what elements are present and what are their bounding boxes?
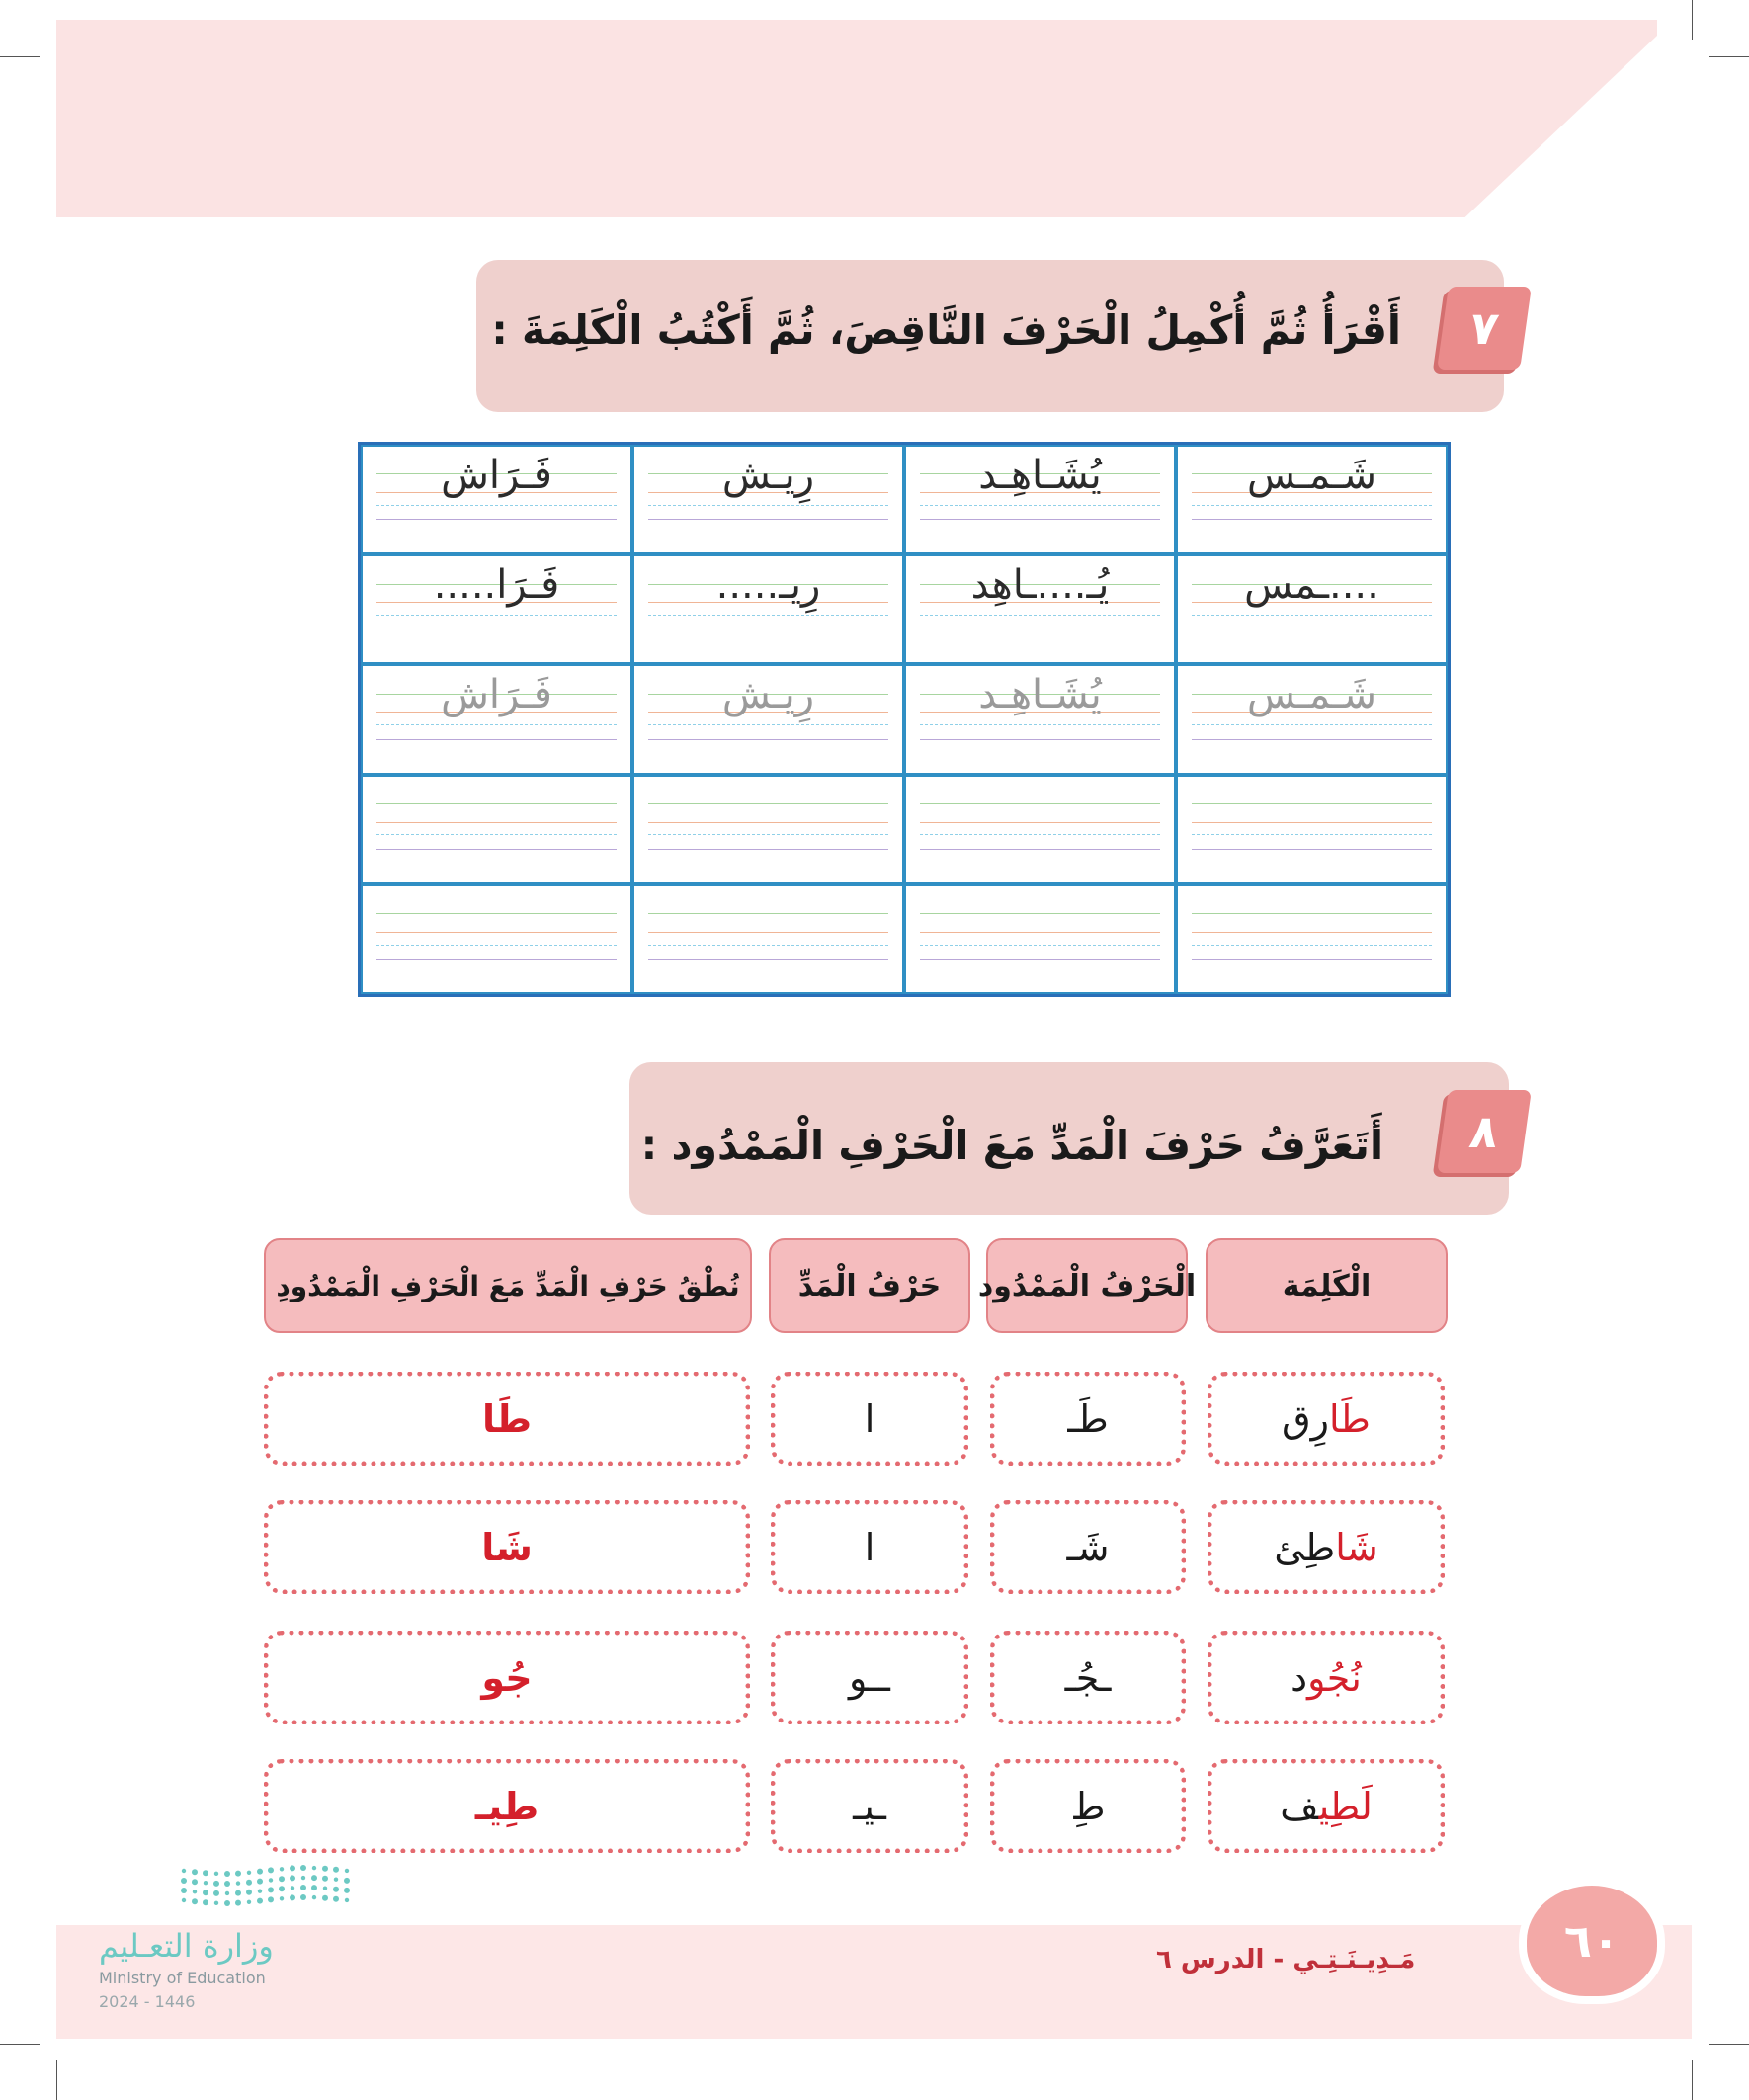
word-text (1274, 1526, 1377, 1569)
word-text (1291, 1656, 1362, 1700)
logo-dot (257, 1898, 263, 1904)
logo-dot (246, 1890, 252, 1895)
madd-letter: ـيـ (853, 1784, 886, 1828)
logo-dot (280, 1867, 284, 1871)
logo-dot (225, 1891, 229, 1895)
logo-dot (182, 1869, 186, 1873)
grid-word: رِيـش (721, 453, 815, 498)
logo-dot (257, 1879, 263, 1885)
extended-letter-cell (990, 1372, 1186, 1466)
word-rest: د (1291, 1655, 1308, 1700)
crop-mark (1692, 2060, 1693, 2100)
madd-letter: ــو (849, 1655, 890, 1700)
grid-cell[interactable] (361, 554, 632, 664)
logo-dot (345, 1869, 349, 1873)
grid-cell[interactable] (904, 554, 1176, 664)
logo-dot (214, 1872, 218, 1876)
extended-letter-cell (990, 1631, 1186, 1724)
crop-mark (0, 56, 40, 57)
logo-dot (235, 1890, 241, 1896)
crop-mark (1692, 0, 1693, 40)
extended-letter-cell (990, 1759, 1186, 1853)
word-rest: ف (1280, 1784, 1319, 1828)
grid-cell[interactable] (632, 884, 904, 994)
grid-cell[interactable] (904, 664, 1176, 774)
madd-letter: ا (864, 1396, 875, 1441)
logo-dot (213, 1881, 219, 1887)
logo-dot (192, 1879, 198, 1885)
writing-grid (358, 442, 1451, 997)
grid-cell[interactable] (1176, 554, 1448, 664)
grid-cell[interactable] (632, 664, 904, 774)
pronunciation-cell (264, 1631, 750, 1724)
logo-dot (345, 1898, 349, 1902)
logo-dot (344, 1878, 350, 1884)
logo-dot (224, 1871, 230, 1877)
madd-letter-cell (771, 1759, 968, 1853)
logo-dot (300, 1885, 306, 1890)
logo-dot (235, 1900, 241, 1906)
logo-dot (334, 1877, 338, 1881)
logo-dot (192, 1898, 198, 1904)
logo-dot (214, 1901, 218, 1905)
logo-dot (279, 1876, 285, 1882)
grid-cell[interactable] (361, 775, 632, 884)
logo-dot (300, 1894, 306, 1900)
madd-letter-cell (771, 1372, 968, 1466)
ministry-logo-arabic: وزارة التعـليم (99, 1927, 274, 1965)
word-text (1282, 1397, 1371, 1441)
logo-dot (280, 1896, 284, 1900)
grid-cell[interactable] (632, 775, 904, 884)
ministry-logo-icon (178, 1863, 356, 1910)
logo-dot (224, 1900, 230, 1906)
grid-word: فَـرَاش (441, 672, 552, 718)
madd-letter-cell (771, 1631, 968, 1724)
grid-cell[interactable] (632, 445, 904, 554)
logo-dot (301, 1876, 305, 1880)
pronunciation: جُو (481, 1655, 533, 1700)
logo-dot (268, 1887, 274, 1892)
grid-cell[interactable] (361, 445, 632, 554)
header-pronunciation: نُطْقُ حَرْفِ الْمَدِّ مَعَ الْحَرْفِ الْمَمْدُودِ (264, 1238, 752, 1333)
grid-cell[interactable] (904, 884, 1176, 994)
logo-dot (213, 1890, 219, 1896)
header-word: الْكَلِمَة (1206, 1238, 1448, 1333)
word-rest: طِئ (1274, 1525, 1336, 1569)
grid-word: يُشَـاهِـد (978, 672, 1102, 718)
logo-dot (247, 1871, 251, 1875)
word-highlight: نُجُو (1307, 1655, 1362, 1700)
grid-cell[interactable] (1176, 884, 1448, 994)
ministry-logo-year: 2024 - 1446 (99, 1992, 196, 2011)
extended-letter: شَـ (1066, 1525, 1110, 1569)
grid-cell[interactable] (904, 775, 1176, 884)
exercise-7-title: أَقْرَأُ ثُمَّ أُكْمِلُ الْحَرْفَ النَّاقِصَ، ثُمَّ أَكْتُبُ الْكَلِمَةَ : (491, 306, 1401, 354)
logo-dot (322, 1876, 328, 1882)
logo-dot (312, 1895, 316, 1899)
logo-dot (236, 1881, 240, 1885)
crop-mark (0, 2044, 40, 2045)
grid-word: شَـمـس (1246, 453, 1377, 498)
logo-dot (290, 1894, 295, 1900)
grid-cell[interactable] (361, 884, 632, 994)
logo-dot (247, 1900, 251, 1904)
logo-dot (204, 1881, 208, 1885)
crop-mark (1709, 56, 1749, 57)
word-cell (1208, 1759, 1445, 1853)
logo-dot (268, 1896, 274, 1902)
crop-mark (56, 2060, 57, 2100)
logo-dot (290, 1875, 295, 1881)
logo-dot (300, 1865, 306, 1871)
grid-word: يُـ....ـاهِد (970, 562, 1110, 609)
grid-cell[interactable] (1176, 445, 1448, 554)
word-highlight: شَا (1335, 1525, 1378, 1569)
word-cell (1208, 1500, 1445, 1594)
exercise-8-title: أَتَعَرَّفُ حَرْفَ الْمَدِّ مَعَ الْحَرْفِ الْمَمْدُود : (640, 1122, 1383, 1169)
logo-dot (224, 1881, 230, 1887)
extended-letter: طِ (1070, 1784, 1106, 1828)
word-highlight: طَا (1329, 1396, 1371, 1441)
lesson-label: مَـدِيـنَـتِـي - الدرس ٦ (1156, 1945, 1416, 1974)
logo-dot (192, 1869, 198, 1875)
logo-dot (181, 1888, 187, 1893)
logo-dot (193, 1890, 197, 1893)
extended-letter: ـجُـ (1064, 1655, 1112, 1700)
exercise-7-number: ٧ (1437, 287, 1532, 370)
logo-dot (246, 1880, 252, 1886)
logo-dot (333, 1887, 339, 1892)
logo-dot (279, 1886, 285, 1891)
grid-word: شَـمـس (1246, 672, 1377, 718)
logo-dot (291, 1886, 294, 1890)
grid-word: ....ـمس (1244, 562, 1379, 609)
grid-word: يُشَـاهِـد (978, 453, 1102, 498)
header-extended-letter: الْحَرْفُ الْمَمْدُود (986, 1238, 1188, 1333)
grid-word: فَـرَا..... (433, 562, 560, 609)
madd-letter-cell (771, 1500, 968, 1594)
logo-dot (311, 1885, 317, 1890)
grid-cell[interactable] (904, 445, 1176, 554)
logo-dot (182, 1898, 186, 1902)
crop-mark (1709, 2044, 1749, 2045)
extended-letter: طَـ (1067, 1396, 1109, 1441)
pronunciation-cell (264, 1759, 750, 1853)
word-cell (1208, 1631, 1445, 1724)
grid-cell[interactable] (1176, 664, 1448, 774)
page-number: ٦٠ (1527, 1886, 1657, 1996)
logo-dot (181, 1878, 187, 1884)
grid-word: رِيـش (721, 672, 815, 718)
logo-dot (203, 1870, 208, 1876)
logo-dot (322, 1866, 328, 1872)
logo-dot (203, 1890, 208, 1895)
grid-cell[interactable] (1176, 775, 1448, 884)
ministry-logo-english: Ministry of Education (99, 1969, 266, 1987)
word-text (1280, 1785, 1373, 1828)
header-band (56, 20, 1657, 217)
extended-letter-cell (990, 1500, 1186, 1594)
logo-dot (333, 1896, 339, 1902)
word-rest: رِق (1282, 1396, 1330, 1441)
logo-dot (258, 1889, 262, 1892)
grid-cell[interactable] (632, 554, 904, 664)
logo-dot (203, 1899, 208, 1905)
logo-dot (257, 1869, 263, 1875)
logo-dot (322, 1895, 328, 1901)
word-highlight: لَطِي (1318, 1784, 1373, 1828)
logo-dot (268, 1867, 274, 1873)
logo-dot (290, 1865, 295, 1871)
grid-word: فَـرَاش (441, 453, 552, 498)
exercise-8-number: ٨ (1437, 1090, 1532, 1173)
logo-dot (344, 1888, 350, 1893)
logo-dot (312, 1866, 316, 1870)
word-cell (1208, 1372, 1445, 1466)
logo-dot (333, 1867, 339, 1873)
logo-dot (269, 1878, 273, 1882)
logo-dot (311, 1875, 317, 1881)
pronunciation-cell (264, 1500, 750, 1594)
logo-dot (235, 1871, 241, 1877)
pronunciation-cell (264, 1372, 750, 1466)
grid-word: رِيـ..... (715, 562, 821, 609)
pronunciation: شَا (481, 1525, 533, 1569)
pronunciation: طِيـ (474, 1784, 540, 1828)
footer-band (56, 1925, 1692, 2039)
pronunciation: طَا (481, 1396, 533, 1441)
grid-cell[interactable] (361, 664, 632, 774)
madd-letter: ا (864, 1525, 875, 1569)
header-madd-letter: حَرْفُ الْمَدِّ (769, 1238, 970, 1333)
logo-dot (323, 1887, 327, 1890)
